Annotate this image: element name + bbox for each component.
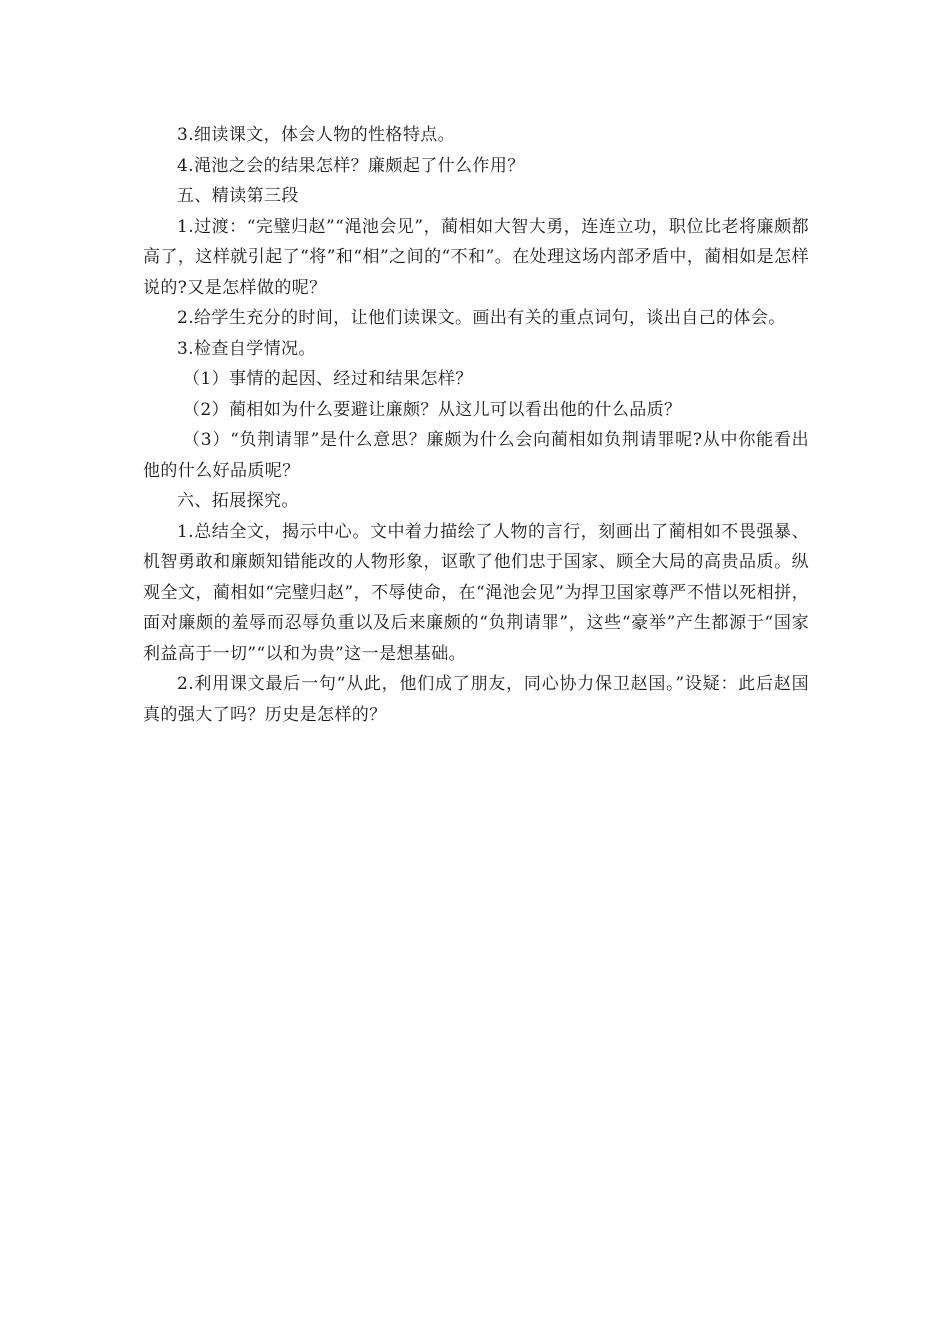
document-body <box>143 120 809 730</box>
question-2: （2）蔺相如为什么要避让廉颇？从这儿可以看出他的什么品质？ <box>183 399 682 420</box>
paragraph-student-reading: 2.给学生充分的时间，让他们读课文。画出有关的重点词句，谈出自己的体会。 <box>177 308 786 328</box>
section-heading-five: 五、精读第三段 <box>177 186 299 206</box>
question-1: （1）事情的起因、经过和结果怎样？ <box>183 369 473 389</box>
paragraph-summary: 1.总结全文，揭示中心。文中着力描绘了人物的言行，刻画出了蔺相如不畏强暴、机智勇敢和廉颇知错能改的人物形象，讴歌了他们忠于国家、顾全大局的高贵品质。纵观全文，蔺相如“完璧归赵”，不辱使命，在“渑池会见”为捍卫国家尊严不惜以死相拼，面对廉颇的羞辱而忍辱负重以及后来廉颇的“负荆请罪”，这些“豪举”产生都源于“国家利益高于一切”“以和为贵”这一是想基础。 <box>143 521 809 664</box>
question-3: （3）“负荆请罪”是什么意思？廉颇为什么会向蔺相如负荆请罪呢?从中你能看出他的什么好品质呢？ <box>143 430 809 481</box>
paragraph-step-3-read: 3.细读课文，体会人物的性格特点。 <box>177 125 456 145</box>
paragraph-step-4-mianchi: 4.渑池之会的结果怎样？廉颇起了什么作用？ <box>177 155 525 176</box>
paragraph-extension-question: 2.利用课文最后一句“从此，他们成了朋友，同心协力保卫赵国。”设疑：此后赵国真的强大了吗？历史是怎样的？ <box>143 674 809 725</box>
paragraph-transition: 1.过渡：“完璧归赵”“渑池会见”，蔺相如大智大勇，连连立功，职位比老将廉颇都高了，这样就引起了“将”和“相”之间的“不和”。在处理这场内部矛盾中，蔺相如是怎样说的?又是怎样做的呢？ <box>143 216 809 298</box>
paragraph-check-self-study: 3.检查自学情况。 <box>177 338 316 359</box>
section-heading-six: 六、拓展探究。 <box>177 491 299 511</box>
